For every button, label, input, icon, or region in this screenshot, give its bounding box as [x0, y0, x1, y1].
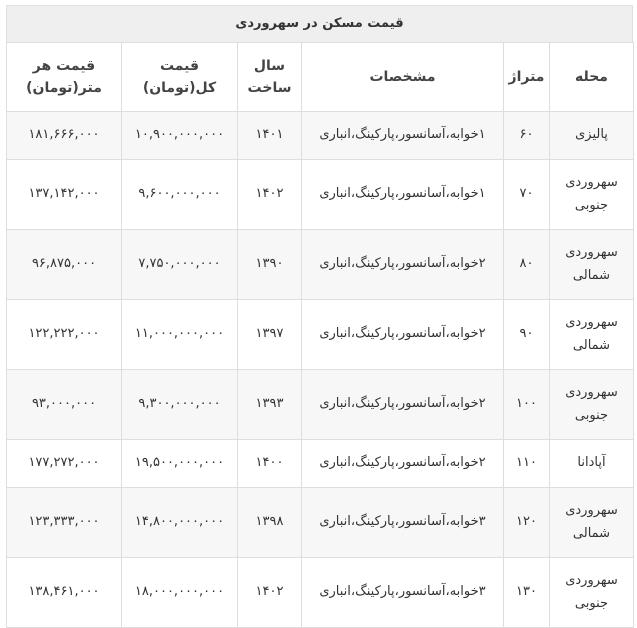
- cell-total-price: ۷,۷۵۰,۰۰۰,۰۰۰: [122, 230, 238, 300]
- table-row: [7, 300, 634, 370]
- cell-area: ۱۱۰: [504, 440, 550, 488]
- cell-specs: ۱خوابه،آسانسور،پارکینگ،انباری: [302, 160, 504, 230]
- cell-specs: ۳خوابه،آسانسور،پارکینگ،انباری: [302, 558, 504, 628]
- header-area: متراژ: [504, 43, 550, 112]
- cell-year: ۱۴۰۲: [238, 160, 302, 230]
- cell-area: ۹۰: [504, 300, 550, 370]
- cell-total-price: ۹,۶۰۰,۰۰۰,۰۰۰: [122, 160, 238, 230]
- cell-specs: ۳خوابه،آسانسور،پارکینگ،انباری: [302, 488, 504, 558]
- cell-specs: ۲خوابه،آسانسور،پارکینگ،انباری: [302, 230, 504, 300]
- table-header-row: [7, 43, 634, 112]
- cell-year: ۱۳۹۷: [238, 300, 302, 370]
- price-table-container: [6, 5, 633, 628]
- cell-price-per-meter: ۱۲۳,۳۳۳,۰۰۰: [7, 488, 122, 558]
- cell-neighborhood: پالیزی: [550, 112, 634, 160]
- cell-year: ۱۳۹۳: [238, 370, 302, 440]
- cell-total-price: ۱۸,۰۰۰,۰۰۰,۰۰۰: [122, 558, 238, 628]
- table-title: قیمت مسکن در سهروردی: [6, 5, 633, 42]
- cell-total-price: ۱۴,۸۰۰,۰۰۰,۰۰۰: [122, 488, 238, 558]
- cell-area: ۶۰: [504, 112, 550, 160]
- cell-price-per-meter: ۱۷۷,۲۷۲,۰۰۰: [7, 440, 122, 488]
- cell-neighborhood: سهروردی شمالی: [550, 230, 634, 300]
- header-price-per-meter: قیمت هر متر(تومان): [7, 43, 122, 112]
- cell-specs: ۱خوابه،آسانسور،پارکینگ،انباری: [302, 112, 504, 160]
- cell-year: ۱۳۹۸: [238, 488, 302, 558]
- cell-neighborhood: آپادانا: [550, 440, 634, 488]
- cell-price-per-meter: ۱۲۲,۲۲۲,۰۰۰: [7, 300, 122, 370]
- cell-total-price: ۹,۳۰۰,۰۰۰,۰۰۰: [122, 370, 238, 440]
- cell-year: ۱۴۰۰: [238, 440, 302, 488]
- header-total-price: قیمت کل(تومان): [122, 43, 238, 112]
- cell-price-per-meter: ۱۳۷,۱۴۲,۰۰۰: [7, 160, 122, 230]
- cell-specs: ۲خوابه،آسانسور،پارکینگ،انباری: [302, 440, 504, 488]
- cell-price-per-meter: ۹۶,۸۷۵,۰۰۰: [7, 230, 122, 300]
- cell-price-per-meter: ۹۳,۰۰۰,۰۰۰: [7, 370, 122, 440]
- cell-neighborhood: سهروردی شمالی: [550, 488, 634, 558]
- table-row: [7, 370, 634, 440]
- cell-area: ۱۰۰: [504, 370, 550, 440]
- table-row: [7, 160, 634, 230]
- cell-area: ۸۰: [504, 230, 550, 300]
- cell-neighborhood: سهروردی جنوبی: [550, 558, 634, 628]
- cell-specs: ۲خوابه،آسانسور،پارکینگ،انباری: [302, 370, 504, 440]
- cell-area: ۱۲۰: [504, 488, 550, 558]
- cell-neighborhood: سهروردی شمالی: [550, 300, 634, 370]
- table-row: [7, 488, 634, 558]
- cell-neighborhood: سهروردی جنوبی: [550, 370, 634, 440]
- cell-year: ۱۴۰۲: [238, 558, 302, 628]
- cell-price-per-meter: ۱۳۸,۴۶۱,۰۰۰: [7, 558, 122, 628]
- cell-total-price: ۱۰,۹۰۰,۰۰۰,۰۰۰: [122, 112, 238, 160]
- table-row: [7, 230, 634, 300]
- table-row: [7, 440, 634, 488]
- cell-neighborhood: سهروردی جنوبی: [550, 160, 634, 230]
- table-row: [7, 558, 634, 628]
- housing-price-table: [6, 42, 634, 628]
- cell-year: ۱۳۹۰: [238, 230, 302, 300]
- header-specs: مشخصات: [302, 43, 504, 112]
- header-neighborhood: محله: [550, 43, 634, 112]
- header-year: سال ساخت: [238, 43, 302, 112]
- cell-total-price: ۱۹,۵۰۰,۰۰۰,۰۰۰: [122, 440, 238, 488]
- cell-specs: ۲خوابه،آسانسور،پارکینگ،انباری: [302, 300, 504, 370]
- cell-price-per-meter: ۱۸۱,۶۶۶,۰۰۰: [7, 112, 122, 160]
- table-row: [7, 112, 634, 160]
- cell-year: ۱۴۰۱: [238, 112, 302, 160]
- cell-area: ۱۳۰: [504, 558, 550, 628]
- cell-area: ۷۰: [504, 160, 550, 230]
- cell-total-price: ۱۱,۰۰۰,۰۰۰,۰۰۰: [122, 300, 238, 370]
